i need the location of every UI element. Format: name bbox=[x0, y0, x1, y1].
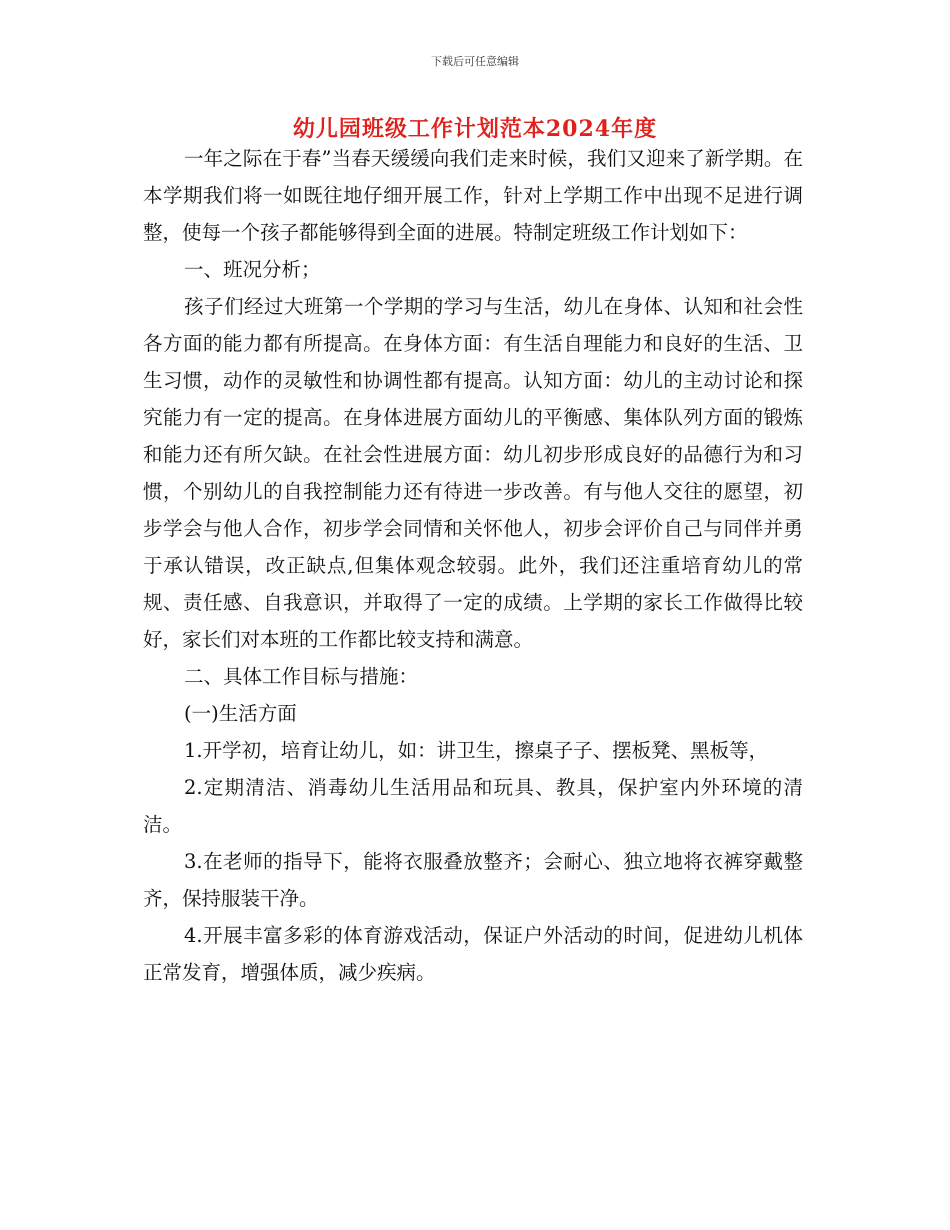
list-item-3: 3.在老师的指导下，能将衣服叠放整齐；会耐心、独立地将衣裤穿戴整齐，保持服装干净。 bbox=[143, 850, 803, 910]
document-body bbox=[143, 140, 803, 991]
list-item-2: 2.定期清洁、消毒幼儿生活用品和玩具、教具，保护室内外环境的清洁。 bbox=[143, 776, 803, 836]
subsection-heading-daily-life: (一)生活方面 bbox=[184, 702, 297, 725]
intro-paragraph: 一年之际在于春”当春天缓缓向我们走来时候，我们又迎来了新学期。在本学期我们将一如既往地仔细开展工作，针对上学期工作中出现不足进行调整，使每一个孩子都能够得到全面的进展。特制定班级工作计划如下： bbox=[143, 147, 803, 244]
class-analysis-paragraph: 孩子们经过大班第一个学期的学习与生活，幼儿在身体、认知和社会性各方面的能力都有所提高。在身体方面：有生活自理能力和良好的生活、卫生习惯，动作的灵敏性和协调性都有提高。认知方面：幼儿的主动讨论和探究能力有一定的提高。在身体进展方面幼儿的平衡感、集体队列方面的锻炼和能力还有所欠缺。在社会性进展方面：幼儿初步形成良好的品德行为和习惯，个别幼儿的自我控制能力还有待进一步改善。有与他人交往的愿望，初步学会与他人合作，初步学会同情和关怀他人，初步会评价自己与同伴并勇于承认错误，改正缺点,但集体观念较弱。此外，我们还注重培育幼儿的常规、责任感、自我意识，并取得了一定的成绩。上学期的家长工作做得比较好，家长们对本班的工作都比较支持和满意。 bbox=[143, 295, 803, 651]
list-item-4: 4.开展丰富多彩的体育游戏活动，保证户外活动的时间，促进幼儿机体正常发育，增强体质，减少疾病。 bbox=[143, 924, 803, 984]
page-header-note: 下载后可任意编辑 bbox=[431, 55, 519, 68]
section-heading-goals-measures: 二、具体工作目标与措施： bbox=[184, 665, 419, 688]
document-title: 幼儿园班级工作计划范本2024年度 bbox=[292, 116, 658, 142]
list-item-1: 1.开学初，培育让幼儿，如：讲卫生，擦桌子子、摆板凳、黑板等， bbox=[184, 739, 769, 762]
section-heading-class-analysis: 一、班况分析； bbox=[184, 258, 321, 281]
